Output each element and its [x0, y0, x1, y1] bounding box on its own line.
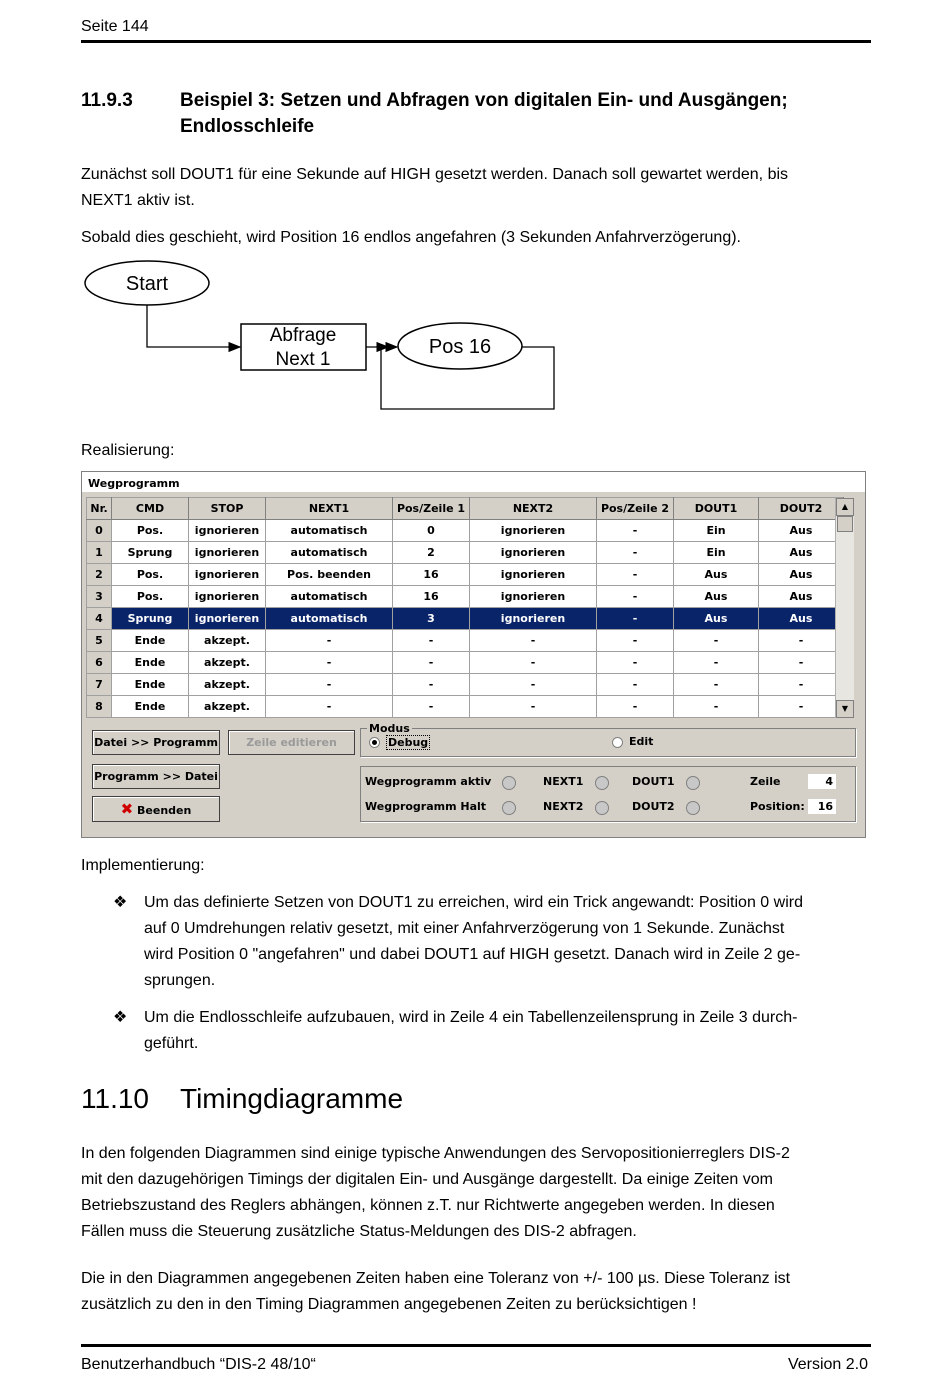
table-cell[interactable]: 16 [393, 586, 470, 608]
table-cell[interactable]: - [597, 696, 674, 718]
table-scrollbar[interactable] [835, 498, 854, 718]
table-cell[interactable]: Aus [759, 542, 844, 564]
dout2-led-icon [686, 801, 700, 815]
next2-label: NEXT2 [543, 800, 584, 813]
table-cell[interactable]: - [470, 630, 597, 652]
footer-rule [81, 1344, 871, 1347]
zeile-value: 4 [808, 774, 836, 789]
table-cell[interactable]: - [759, 696, 844, 718]
row-number[interactable]: 8 [87, 696, 112, 718]
column-header[interactable]: DOUT2 [759, 498, 844, 520]
row-number[interactable]: 2 [87, 564, 112, 586]
para3-line4: Fällen muss die Steuerung zusätzliche Status-Meldungen des DIS-2 abfragen. [81, 1223, 637, 1240]
table-cell[interactable]: Ein [674, 542, 759, 564]
flow-diagram [0, 255, 950, 420]
query-label-1: Abfrage [269, 325, 337, 346]
dout2-label: DOUT2 [632, 800, 675, 813]
row-number[interactable]: 0 [87, 520, 112, 542]
bullet2-line2: geführt. [144, 1035, 199, 1052]
wp-aktiv-led-icon [502, 776, 516, 790]
table-cell[interactable]: - [597, 674, 674, 696]
table-cell[interactable]: ignorieren [189, 586, 266, 608]
zeile-editieren-button[interactable]: Zeile editieren [228, 730, 355, 755]
table-cell[interactable]: - [266, 630, 393, 652]
modus-label: Modus [369, 722, 410, 735]
bullet1-line4: sprungen. [144, 972, 216, 989]
table-cell[interactable]: - [674, 652, 759, 674]
table-row[interactable] [87, 630, 844, 652]
bullet1-line3: wird Position 0 "angefahren" und dabei DOUT1 auf HIGH gesetzt. Danach wird in Zeile 2 ge- [144, 946, 801, 963]
intro-line2: NEXT1 aktiv ist. [81, 192, 195, 209]
column-header[interactable]: Nr. [87, 498, 112, 520]
para4-line1: Die in den Diagrammen angegebenen Zeiten haben eine Toleranz von +/- 100 µs. Diese Toleranz ist [81, 1270, 791, 1287]
scroll-thumb[interactable] [837, 516, 853, 532]
wegprogramm-window [81, 471, 866, 838]
table-cell[interactable]: - [759, 630, 844, 652]
table-cell[interactable]: Ein [674, 520, 759, 542]
page-number: Seite 144 [81, 18, 149, 35]
table-cell[interactable]: ignorieren [189, 564, 266, 586]
table-cell[interactable]: Ende [112, 652, 189, 674]
table-cell[interactable]: akzept. [189, 630, 266, 652]
window-title: Wegprogramm [88, 477, 180, 490]
table-cell[interactable]: 3 [393, 608, 470, 630]
edit-radio[interactable] [612, 737, 623, 748]
pos-label: Pos 16 [428, 336, 492, 358]
column-header[interactable]: DOUT1 [674, 498, 759, 520]
section-title-line2: Endlosschleife [180, 116, 315, 137]
table-row[interactable] [87, 542, 844, 564]
column-header[interactable]: Pos/Zeile 1 [393, 498, 470, 520]
section-number: 11.9.3 [81, 90, 133, 111]
table-cell[interactable]: Sprung [112, 542, 189, 564]
table-cell[interactable]: - [759, 652, 844, 674]
next2-led-icon [595, 801, 609, 815]
table-cell[interactable]: Sprung [112, 608, 189, 630]
row-number[interactable]: 4 [87, 608, 112, 630]
dout1-label: DOUT1 [632, 775, 675, 788]
table-cell[interactable]: - [470, 696, 597, 718]
zeile-label: Zeile [750, 775, 781, 788]
program-table [86, 497, 844, 718]
row-number[interactable]: 7 [87, 674, 112, 696]
para3-line1: In den folgenden Diagrammen sind einige typische Anwendungen des Servopositionierreglers DIS-2 [81, 1145, 790, 1162]
footer-left: Benutzerhandbuch “DIS-2 48/10“ [81, 1356, 316, 1373]
intro-line1: Zunächst soll DOUT1 für eine Sekunde auf HIGH gesetzt werden. Danach soll gewartet werden, bis [81, 166, 789, 183]
bullet2-line1: Um die Endlosschleife aufzubauen, wird in Zeile 4 ein Tabellenzeilensprung in Zeile 3 durch- [144, 1009, 798, 1026]
table-cell[interactable]: - [674, 674, 759, 696]
table-row[interactable] [87, 564, 844, 586]
datei-programm-button[interactable]: Datei >> Programm [92, 730, 220, 755]
section2-number: 11.10 [81, 1083, 149, 1114]
table-cell[interactable]: ignorieren [189, 542, 266, 564]
table-cell[interactable]: Aus [759, 608, 844, 630]
row-number[interactable]: 6 [87, 652, 112, 674]
para3-line2: mit den dazugehörigen Timings der digitalen Ein- und Ausgänge dargestellt. Da einige Zeiten vom [81, 1171, 773, 1188]
column-header[interactable]: NEXT2 [470, 498, 597, 520]
position-label: Position: [750, 800, 805, 813]
column-header[interactable]: Pos/Zeile 2 [597, 498, 674, 520]
column-header[interactable]: STOP [189, 498, 266, 520]
table-cell[interactable]: Ende [112, 674, 189, 696]
table-cell[interactable]: - [393, 652, 470, 674]
debug-label[interactable]: Debug [388, 736, 429, 749]
window-titlebar [82, 472, 865, 492]
table-cell[interactable]: - [597, 564, 674, 586]
table-cell[interactable]: - [759, 674, 844, 696]
table-cell[interactable]: ignorieren [470, 586, 597, 608]
column-header[interactable]: CMD [112, 498, 189, 520]
table-row[interactable] [87, 652, 844, 674]
close-icon: ✖ [120, 800, 134, 818]
table-cell[interactable]: Ende [112, 696, 189, 718]
table-cell[interactable]: Aus [674, 608, 759, 630]
start-label: Start [125, 273, 169, 295]
row-number[interactable]: 1 [87, 542, 112, 564]
table-cell[interactable]: akzept. [189, 696, 266, 718]
table-cell[interactable]: - [597, 652, 674, 674]
table-cell[interactable]: - [597, 542, 674, 564]
wp-halt-led-icon [502, 801, 516, 815]
para4-line2: zusätzlich zu den in den Timing Diagrammen angegebenen Zeiten zu berücksichtigen ! [81, 1296, 697, 1313]
table-cell[interactable]: ignorieren [470, 608, 597, 630]
table-cell[interactable]: automatisch [266, 586, 393, 608]
table-cell[interactable]: - [266, 674, 393, 696]
table-cell[interactable]: Aus [674, 586, 759, 608]
table-cell[interactable]: - [393, 696, 470, 718]
table-cell[interactable]: - [266, 696, 393, 718]
table-cell[interactable]: ignorieren [189, 608, 266, 630]
scroll-up-icon[interactable]: ▲ [836, 498, 854, 516]
table-cell[interactable]: ignorieren [470, 564, 597, 586]
table-cell[interactable]: - [674, 696, 759, 718]
debug-radio[interactable] [369, 737, 380, 748]
query-label-2: Next 1 [275, 349, 331, 370]
footer-right: Version 2.0 [787, 1356, 868, 1373]
bullet1-line2: auf 0 Umdrehungen relativ gesetzt, mit einer Anfahrverzögerung von 1 Sekunde. Zunächst [144, 920, 785, 937]
table-cell[interactable]: - [393, 674, 470, 696]
beenden-label: Beenden [137, 804, 192, 817]
table-cell[interactable]: ignorieren [470, 520, 597, 542]
table-row[interactable] [87, 608, 844, 630]
next1-label: NEXT1 [543, 775, 584, 788]
section2-title: Timingdiagramme [180, 1083, 404, 1114]
section-title-line1: Beispiel 3: Setzen und Abfragen von digitalen Ein- und Ausgängen; [180, 90, 788, 111]
para3-line3: Betriebszustand des Reglers abhängen, können z.T. nur Richtwerte angegeben werden. In diesen [81, 1197, 775, 1214]
table-cell[interactable]: Pos. beenden [266, 564, 393, 586]
table-row[interactable] [87, 586, 844, 608]
table-cell[interactable]: - [597, 630, 674, 652]
table-cell[interactable]: akzept. [189, 652, 266, 674]
programm-datei-button[interactable]: Programm >> Datei [92, 764, 220, 789]
realisierung-label: Realisierung: [81, 442, 175, 459]
header-rule [81, 40, 871, 43]
wp-aktiv-label: Wegprogramm aktiv [365, 775, 492, 788]
position-value: 16 [808, 799, 836, 814]
table-cell[interactable]: - [597, 608, 674, 630]
table-cell[interactable]: - [393, 630, 470, 652]
beenden-button[interactable] [92, 796, 220, 822]
table-cell[interactable]: 0 [393, 520, 470, 542]
bullet-icon: ❖ [113, 894, 128, 911]
arrow-start-query [147, 305, 240, 347]
edit-label[interactable]: Edit [629, 735, 654, 748]
table-cell[interactable]: Aus [674, 564, 759, 586]
table-cell[interactable]: - [470, 652, 597, 674]
table-cell[interactable]: automatisch [266, 608, 393, 630]
column-header[interactable]: NEXT1 [266, 498, 393, 520]
table-row[interactable] [87, 674, 844, 696]
table-cell[interactable]: Pos. [112, 564, 189, 586]
table-row[interactable] [87, 696, 844, 718]
table-cell[interactable]: - [597, 520, 674, 542]
table-cell[interactable]: - [597, 586, 674, 608]
table-cell[interactable]: Ende [112, 630, 189, 652]
table-cell[interactable]: 2 [393, 542, 470, 564]
table-cell[interactable]: ignorieren [470, 542, 597, 564]
implementierung-label: Implementierung: [81, 857, 205, 874]
table-cell[interactable]: Aus [759, 520, 844, 542]
table-cell[interactable]: automatisch [266, 542, 393, 564]
modus-group [360, 728, 856, 757]
table-cell[interactable]: Pos. [112, 586, 189, 608]
next1-led-icon [595, 776, 609, 790]
table-cell[interactable]: ignorieren [189, 520, 266, 542]
table-row[interactable] [87, 520, 844, 542]
intro-line3: Sobald dies geschieht, wird Position 16 endlos angefahren (3 Sekunden Anfahrverzögerung). [81, 229, 741, 246]
bullet1-line1: Um das definierte Setzen von DOUT1 zu erreichen, wird ein Trick angewandt: Position 0 wird [144, 894, 803, 911]
table-cell[interactable]: akzept. [189, 674, 266, 696]
table-cell[interactable]: Pos. [112, 520, 189, 542]
row-number[interactable]: 5 [87, 630, 112, 652]
table-cell[interactable]: automatisch [266, 520, 393, 542]
scroll-down-icon[interactable]: ▼ [836, 700, 854, 718]
table-cell[interactable]: - [266, 652, 393, 674]
table-cell[interactable]: - [470, 674, 597, 696]
table-cell[interactable]: 16 [393, 564, 470, 586]
table-cell[interactable]: Aus [759, 564, 844, 586]
table-cell[interactable]: - [674, 630, 759, 652]
wp-halt-label: Wegprogramm Halt [365, 800, 487, 813]
row-number[interactable]: 3 [87, 586, 112, 608]
dout1-led-icon [686, 776, 700, 790]
bullet-icon: ❖ [113, 1009, 128, 1026]
table-cell[interactable]: Aus [759, 586, 844, 608]
